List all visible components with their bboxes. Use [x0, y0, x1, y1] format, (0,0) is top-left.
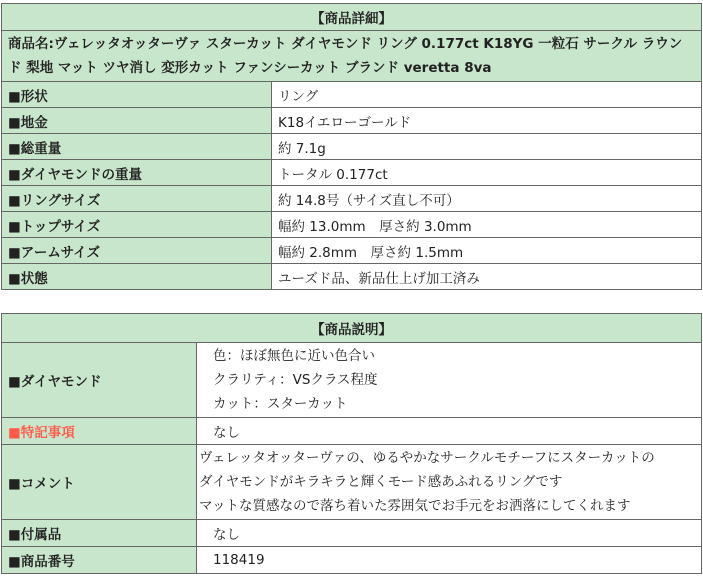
- comment-line: ヴェレッタオッターヴァの、ゆるやかなサークルモチーフにスターカットの: [199, 450, 655, 466]
- special-notes-label: ■特記事項: [2, 418, 197, 445]
- detail-value: ユーズド品、新品仕上げ加工済み: [272, 264, 702, 290]
- special-notes-value: なし: [197, 418, 702, 445]
- detail-label: ■地金: [2, 108, 272, 134]
- detail-value: リング: [272, 82, 702, 108]
- product-number-value: 118419: [197, 547, 702, 574]
- detail-value: K18イエローゴールド: [272, 108, 702, 134]
- detail-value: トータル 0.177ct: [272, 160, 702, 186]
- detail-value: 約 14.8号（サイズ直し不可）: [272, 186, 702, 212]
- detail-value: 幅約 2.8mm 厚さ約 1.5mm: [272, 238, 702, 264]
- details-header: 【商品詳細】: [2, 4, 702, 31]
- detail-row-top-size: [2, 212, 702, 238]
- detail-label: ■状態: [2, 264, 272, 290]
- diamond-details: [197, 343, 702, 418]
- description-row-special: [2, 418, 702, 445]
- detail-row-diamond-weight: [2, 160, 702, 186]
- description-label: ■ダイヤモンド: [2, 343, 197, 418]
- accessories-value: なし: [197, 520, 702, 547]
- description-row-diamond: [2, 343, 702, 418]
- description-row-comment: [2, 445, 702, 520]
- detail-row-ring-size: [2, 186, 702, 212]
- accessories-label: ■付属品: [2, 520, 197, 547]
- detail-label: ■総重量: [2, 134, 272, 160]
- diamond-color: 色：ほぼ無色に近い色合い: [213, 348, 375, 364]
- detail-label: ■リングサイズ: [2, 186, 272, 212]
- detail-value: 約 7.1g: [272, 134, 702, 160]
- comment-label: ■コメント: [2, 445, 197, 520]
- detail-row-shape: [2, 82, 702, 108]
- detail-row-arm-size: [2, 238, 702, 264]
- diamond-cut: カット：スターカット: [213, 396, 348, 412]
- detail-label: ■ダイヤモンドの重量: [2, 160, 272, 186]
- detail-label: ■アームサイズ: [2, 238, 272, 264]
- description-header: 【商品説明】: [2, 314, 702, 343]
- detail-row-condition: [2, 264, 702, 290]
- detail-label: ■形状: [2, 82, 272, 108]
- detail-row-metal: [2, 108, 702, 134]
- detail-value: 幅約 13.0mm 厚さ約 3.0mm: [272, 212, 702, 238]
- comment-text: [197, 445, 702, 520]
- detail-label: ■トップサイズ: [2, 212, 272, 238]
- product-name: 商品名:ヴェレッタオッターヴァ スターカット ダイヤモンド リング 0.177ct K18YG 一粒石 サークル ラウンド 梨地 マット ツヤ消し 変形カット ファンシーカット ブランド veretta 8va: [2, 31, 702, 82]
- product-description-table: [1, 313, 702, 574]
- diamond-clarity: クラリティ：VSクラス程度: [213, 372, 378, 388]
- comment-line: ダイヤモンドがキラキラと輝くモード感あふれるリングです: [199, 474, 563, 490]
- detail-row-weight: [2, 134, 702, 160]
- description-row-accessories: [2, 520, 702, 547]
- product-number-label: ■商品番号: [2, 547, 197, 574]
- comment-line: マットな質感なので落ち着いた雰囲気でお手元をお洒落にしてくれます: [199, 498, 631, 514]
- description-row-number: [2, 547, 702, 574]
- product-details-table: [1, 3, 702, 290]
